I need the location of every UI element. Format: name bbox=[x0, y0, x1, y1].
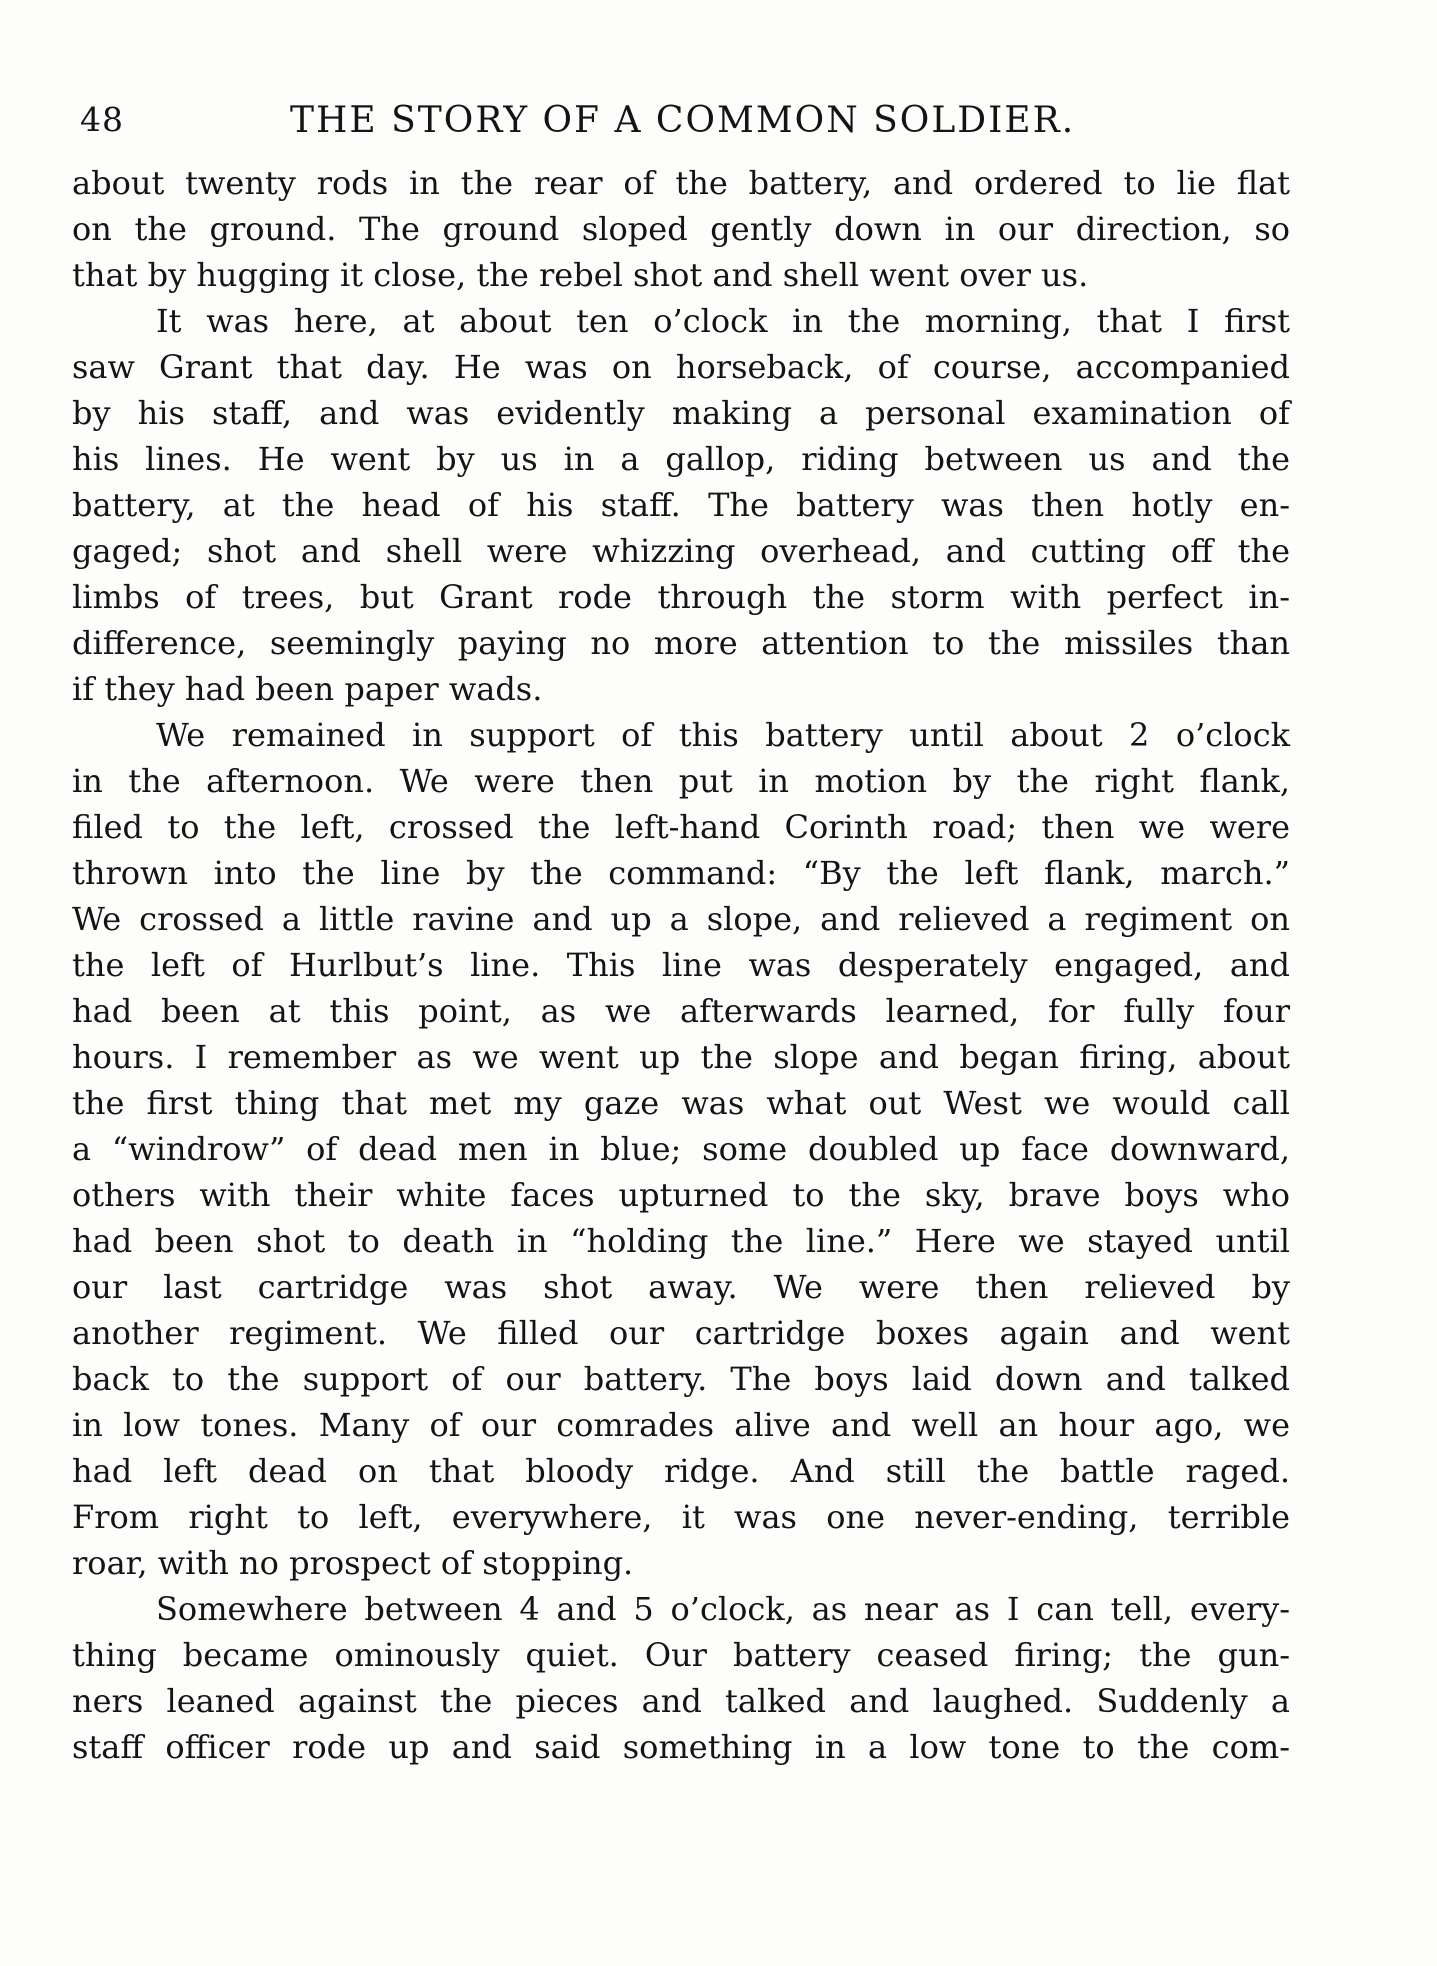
running-title: THE STORY OF A COMMON SOLDIER. bbox=[290, 100, 1076, 141]
text-line: We crossed a little ravine and up a slope, and relieved a regiment on bbox=[72, 900, 1290, 938]
page-number: 48 bbox=[80, 100, 124, 139]
text-line: had left dead on that bloody ridge. And still the battle raged. bbox=[72, 1452, 1290, 1490]
text-line: hours. I remember as we went up the slope and began firing, about bbox=[72, 1038, 1290, 1076]
text-line: another regiment. We filled our cartridge boxes again and went bbox=[72, 1314, 1290, 1352]
text-line: gaged; shot and shell were whizzing overhead, and cutting off the bbox=[72, 532, 1290, 570]
text-line: ners leaned against the pieces and talked and laughed. Suddenly a bbox=[72, 1682, 1290, 1720]
body-text bbox=[72, 160, 1290, 1770]
paragraph-first-line: Somewhere between 4 and 5 o’clock, as near as I can tell, every- bbox=[156, 1590, 1290, 1628]
text-line: in low tones. Many of our comrades alive and well an hour ago, we bbox=[72, 1406, 1290, 1444]
text-line: about twenty rods in the rear of the battery, and ordered to lie flat bbox=[72, 164, 1290, 202]
text-line: roar, with no prospect of stopping. bbox=[72, 1544, 634, 1582]
text-line: thrown into the line by the command: “By the left flank, march.” bbox=[72, 854, 1290, 892]
text-line: battery, at the head of his staff. The battery was then hotly en- bbox=[72, 486, 1290, 524]
text-line: limbs of trees, but Grant rode through the storm with perfect in- bbox=[72, 578, 1290, 616]
text-line: back to the support of our battery. The boys laid down and talked bbox=[72, 1360, 1290, 1398]
paragraph-first-line: It was here, at about ten o’clock in the morning, that I first bbox=[156, 302, 1290, 340]
text-line: had been at this point, as we afterwards learned, for fully four bbox=[72, 992, 1290, 1030]
text-line: his lines. He went by us in a gallop, riding between us and the bbox=[72, 440, 1290, 478]
text-line: by his staff, and was evidently making a personal examination of bbox=[72, 394, 1290, 432]
text-line: the first thing that met my gaze was what out West we would call bbox=[72, 1084, 1290, 1122]
text-line: our last cartridge was shot away. We were then relieved by bbox=[72, 1268, 1290, 1306]
text-line: others with their white faces upturned to the sky, brave boys who bbox=[72, 1176, 1290, 1214]
text-line: that by hugging it close, the rebel shot and shell went over us. bbox=[72, 256, 1089, 294]
text-line: on the ground. The ground sloped gently down in our direction, so bbox=[72, 210, 1290, 248]
text-line: in the afternoon. We were then put in motion by the right flank, bbox=[72, 762, 1290, 800]
text-line: a “windrow” of dead men in blue; some doubled up face downward, bbox=[72, 1130, 1290, 1168]
text-line: if they had been paper wads. bbox=[72, 670, 543, 708]
text-line: saw Grant that day. He was on horseback, of course, accompanied bbox=[72, 348, 1290, 386]
text-line: thing became ominously quiet. Our battery ceased firing; the gun- bbox=[72, 1636, 1290, 1674]
text-line: had been shot to death in “holding the line.” Here we stayed until bbox=[72, 1222, 1290, 1260]
text-line: difference, seemingly paying no more attention to the missiles than bbox=[72, 624, 1290, 662]
paragraph-first-line: We remained in support of this battery until about 2 o’clock bbox=[156, 716, 1290, 754]
text-line: From right to left, everywhere, it was one never-ending, terrible bbox=[72, 1498, 1290, 1536]
running-head bbox=[72, 100, 1292, 150]
text-line: the left of Hurlbut’s line. This line was desperately engaged, and bbox=[72, 946, 1290, 984]
text-line: filed to the left, crossed the left-hand Corinth road; then we were bbox=[72, 808, 1290, 846]
text-line: staff officer rode up and said something in a low tone to the com- bbox=[72, 1728, 1290, 1766]
